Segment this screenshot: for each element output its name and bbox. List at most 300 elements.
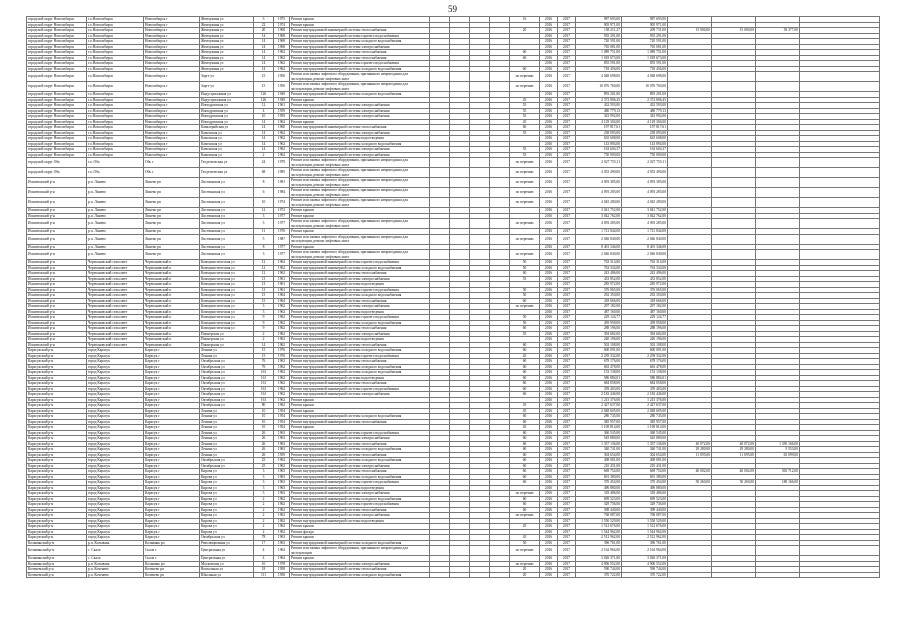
table-cell: 50 xyxy=(510,293,540,299)
table-cell: г.о.Новосибирск xyxy=(87,82,144,92)
table-cell: 678 176,00 xyxy=(622,359,668,365)
table-row xyxy=(27,198,880,208)
table-cell: 45 xyxy=(510,403,540,409)
table-cell: 1 550 529,00 xyxy=(576,518,622,524)
table-cell: 1962 xyxy=(274,392,290,398)
table-cell: 2016 xyxy=(540,337,558,343)
table-cell: Ремонт или замена лифтового оборудования, признанного непригодным для эксплуатации, ремонт лифтовых шахт xyxy=(290,198,430,208)
table-cell: город Карасук xyxy=(87,348,144,354)
table-cell: по перечню xyxy=(510,561,540,567)
table-cell: 2016 xyxy=(540,244,558,250)
table-cell: 50 xyxy=(510,315,540,321)
table-cell: Ремонт крыши xyxy=(290,524,430,530)
table-cell: городской округ Новосибирск xyxy=(27,103,87,109)
table-cell: 1958 xyxy=(274,572,290,578)
table-cell: 50 260,00 xyxy=(712,480,756,486)
table-cell: Карасукский р-н xyxy=(27,513,87,519)
table-cell: город Карасук xyxy=(87,513,144,519)
table-cell: 4 093 285,00 xyxy=(576,188,622,198)
table-cell xyxy=(800,178,880,188)
table-cell: 2017 xyxy=(558,276,576,282)
table-cell: Ремонт внутридомовой инженерной системы холодного водоснабжения xyxy=(290,92,430,98)
table-cell: Ремонт внутридомовой инженерной системы теплоснабжения xyxy=(290,125,430,131)
table-cell: 329 736,00 xyxy=(576,502,622,508)
table-cell xyxy=(712,250,756,260)
table-cell: 2017 xyxy=(558,491,576,497)
table-cell: 65 099,00 xyxy=(756,452,800,458)
table-cell: Искитимский р-н xyxy=(27,276,87,282)
table-cell: 3 xyxy=(254,250,274,260)
table-cell: 161 xyxy=(254,397,274,403)
table-cell: р.п. Колывань xyxy=(87,540,144,546)
table-cell: Ремонт внутридомовой инженерной системы электроснабжения xyxy=(290,147,430,153)
table-cell: 60 xyxy=(510,66,540,72)
table-cell: Ремонт крыши xyxy=(290,408,430,414)
table-cell: 1962 xyxy=(274,556,290,562)
table-cell: 50 260,00 xyxy=(668,480,712,486)
table-cell: Карасукский р-н xyxy=(27,524,87,530)
table-cell: Ремонт или замена лифтового оборудования, признанного непригодным для эксплуатации, ремонт лифтовых шахт xyxy=(290,178,430,188)
table-cell: 1962 xyxy=(274,152,290,158)
table-cell: 2017 xyxy=(558,293,576,299)
table-cell: Черепановский сельсовет xyxy=(87,342,144,348)
table-cell: 2017 xyxy=(558,33,576,39)
table-cell: 20 xyxy=(510,567,540,573)
table-cell xyxy=(470,219,490,229)
table-cell: Ремонт внутридомовой инженерной системы горячего водоснабжения xyxy=(290,287,430,293)
table-cell: по перечню xyxy=(510,546,540,556)
table-cell: 2016 xyxy=(540,436,558,442)
table-cell: Новосибирск г xyxy=(144,125,200,131)
table-cell: 12 xyxy=(254,208,274,214)
table-cell: 20 xyxy=(510,572,540,578)
table-cell: 14 xyxy=(254,55,274,61)
table-cell: по перечню xyxy=(510,491,540,497)
table-cell: 691 380,00 xyxy=(622,474,668,480)
table-cell: Искитимский р-н xyxy=(27,309,87,315)
table-cell xyxy=(668,546,712,556)
table-cell: город Карасук xyxy=(87,474,144,480)
table-cell: 2016 xyxy=(540,463,558,469)
table-cell: 45 xyxy=(510,353,540,359)
table-cell: 2 162 964,00 xyxy=(576,546,622,556)
table-cell: Жемчужная ул xyxy=(200,61,254,67)
table-cell: 2017 xyxy=(558,337,576,343)
table-cell: Карасук г xyxy=(144,408,200,414)
table-cell: Революционная ул xyxy=(200,540,254,546)
table-cell: 433 852,00 xyxy=(622,276,668,282)
table-cell: Черепановский сельсовет xyxy=(87,331,144,337)
table-cell: город Карасук xyxy=(87,408,144,414)
table-cell: Ремонт внутридомовой инженерной системы холодного водоснабжения xyxy=(290,458,430,464)
table-cell: 55 xyxy=(510,114,540,120)
table-cell: 480 779,13 xyxy=(576,108,622,114)
table-cell xyxy=(756,178,800,188)
table-cell: Коченевский р-н xyxy=(27,572,87,578)
table-cell: 763 314,00 xyxy=(622,260,668,266)
table-cell: Новосибирск г xyxy=(144,114,200,120)
table-cell: 2016 xyxy=(540,293,558,299)
table-cell: 229 124,77 xyxy=(622,315,668,321)
table-cell: городской округ Новосибирск xyxy=(27,114,87,120)
table-cell: 2017 xyxy=(558,147,576,153)
table-cell: 2017 xyxy=(558,463,576,469)
table-cell: Искитимский р-н xyxy=(27,188,87,198)
table-cell: 750 000,00 xyxy=(622,152,668,158)
table-cell: 15 xyxy=(254,72,274,82)
table-cell: город Карасук xyxy=(87,425,144,431)
table-cell xyxy=(430,546,450,556)
table-cell: 2017 xyxy=(558,320,576,326)
table-cell: 1954 xyxy=(274,408,290,414)
table-cell: городской округ Новосибирск xyxy=(27,44,87,50)
table-cell: 29 280,00 xyxy=(712,447,756,453)
table-cell: Карасук г xyxy=(144,447,200,453)
table-cell: по перечню xyxy=(510,198,540,208)
table-cell: 1963 xyxy=(274,474,290,480)
table-cell: 1962 xyxy=(274,136,290,142)
table-cell: 2017 xyxy=(558,188,576,198)
table-cell: 2017 xyxy=(558,282,576,288)
table-cell: Ремонт внутридомовой инженерной системы горячего водоснабжения xyxy=(290,61,430,67)
table-cell: 2016 xyxy=(540,381,558,387)
table-cell: 50 xyxy=(510,260,540,266)
table-cell: 376 065,00 xyxy=(576,287,622,293)
table-cell: 3 xyxy=(254,491,274,497)
table-cell: Центральная ул xyxy=(200,556,254,562)
table-cell: 2016 xyxy=(540,234,558,244)
table-cell xyxy=(668,250,712,260)
table-cell: Ремонт крыши xyxy=(290,208,430,214)
table-cell: Новосибирск г xyxy=(144,82,200,92)
table-cell: Черепановский п xyxy=(144,304,200,310)
table-cell: Коммунистическая ул xyxy=(200,287,254,293)
table-cell: 14 xyxy=(254,147,274,153)
table-cell: Черепановский сельсовет xyxy=(87,337,144,343)
table-cell xyxy=(470,158,490,168)
table-cell: 2 427 637,00 xyxy=(622,403,668,409)
table-cell: 433 852,00 xyxy=(576,276,622,282)
table-cell: 1 512 676,00 xyxy=(622,524,668,530)
table-cell: 1961 xyxy=(274,287,290,293)
table-cell: по перечню xyxy=(510,158,540,168)
table-cell: Ремонт крыши xyxy=(290,17,430,23)
table-cell: г.о. Обь xyxy=(87,168,144,178)
table-cell: 10 xyxy=(254,198,274,208)
table-cell: 2016 xyxy=(540,178,558,188)
table-cell: 229 124,77 xyxy=(576,315,622,321)
table-cell xyxy=(450,72,470,82)
table-cell: 545 880,00 xyxy=(622,436,668,442)
table-cell: 2017 xyxy=(558,425,576,431)
table-cell xyxy=(470,198,490,208)
table-cell: 763 334,00 xyxy=(576,265,622,271)
table-cell: 2016 xyxy=(540,370,558,376)
table-cell: 15 xyxy=(254,353,274,359)
table-cell: 360 545,00 xyxy=(622,430,668,436)
table-cell: 935 291,00 xyxy=(576,33,622,39)
table-cell xyxy=(450,188,470,198)
table-cell: 2017 xyxy=(558,119,576,125)
table-cell: 292 350,00 xyxy=(576,293,622,299)
table-cell: 2016 xyxy=(540,103,558,109)
table-cell: город Карасук xyxy=(87,386,144,392)
table-cell: 2016 xyxy=(540,392,558,398)
table-cell: 1950 xyxy=(274,82,290,92)
table-cell: 1968 xyxy=(274,28,290,34)
table-cell: городской округ Обь xyxy=(27,158,87,168)
table-cell: город Карасук xyxy=(87,447,144,453)
table-cell: 4 906 552,00 xyxy=(622,561,668,567)
table-cell: 2017 xyxy=(558,66,576,72)
table-cell: 10 xyxy=(254,414,274,420)
table-cell: 163 604,37 xyxy=(622,147,668,153)
table-cell: 2 xyxy=(254,524,274,530)
table-cell: 10 xyxy=(254,419,274,425)
table-cell xyxy=(490,250,510,260)
table-cell: Ремонт внутридомовой инженерной системы теплоснабжения xyxy=(290,419,430,425)
table-cell: Коммунистическая ул xyxy=(200,271,254,277)
table-cell: Карасукский р-н xyxy=(27,436,87,442)
table-cell: 1 350 166,00 xyxy=(756,441,800,447)
table-cell: 1 544 962,00 xyxy=(622,529,668,535)
table-cell: 76 xyxy=(254,359,274,365)
table-cell: Новосибирск г xyxy=(144,33,200,39)
table-cell: 340 741,00 xyxy=(622,447,668,453)
table-cell: Жемчужная ул xyxy=(200,55,254,61)
table-cell: Карасук г xyxy=(144,364,200,370)
table-cell: 600 091,00 xyxy=(622,348,668,354)
table-cell: 2017 xyxy=(558,152,576,158)
table-cell: р.п. Линево xyxy=(87,219,144,229)
table-cell: 10 xyxy=(254,561,274,567)
table-cell: 1976 xyxy=(274,348,290,354)
table-cell: г.о.Новосибирск xyxy=(87,28,144,34)
table-cell: 15 000,00 xyxy=(668,28,712,34)
table-cell: 2 xyxy=(254,513,274,519)
table-cell: Ремонт внутридомовой инженерной системы горячего водоснабжения xyxy=(290,260,430,266)
table-cell: Коченевский р-н xyxy=(27,567,87,573)
table-cell: Октябрьская ул xyxy=(200,375,254,381)
table-cell: 3 026 371,00 xyxy=(576,556,622,562)
table-cell: 2016 xyxy=(540,408,558,414)
table-cell: 1962 xyxy=(274,524,290,530)
table-cell: 893 201,00 xyxy=(576,92,622,98)
table-cell: Карасукский р-н xyxy=(27,403,87,409)
table-cell: Ремонт внутридомовой инженерной системы холодного водоснабжения xyxy=(290,39,430,45)
table-cell xyxy=(800,168,880,178)
table-cell: 60 xyxy=(510,348,540,354)
table-cell: 11 xyxy=(254,229,274,235)
table-cell: 2016 xyxy=(540,425,558,431)
table-cell: 238 093,00 xyxy=(576,130,622,136)
table-cell: Карасук г xyxy=(144,452,200,458)
table-cell: 1963 xyxy=(274,491,290,497)
table-cell: 161 xyxy=(254,392,274,398)
table-cell xyxy=(470,250,490,260)
table-cell: Кирова ул xyxy=(200,529,254,535)
table-cell: Вокзальная ул xyxy=(200,567,254,573)
table-cell xyxy=(800,546,880,556)
table-cell: 1962 xyxy=(274,304,290,310)
table-cell: 10 076 760,00 xyxy=(576,82,622,92)
table-cell: 2017 xyxy=(558,386,576,392)
table-cell: Кирова ул xyxy=(200,507,254,513)
table-cell: Ремонт внутридомовой инженерной системы холодного водоснабжения xyxy=(290,364,430,370)
table-cell: 1958 xyxy=(274,567,290,573)
table-cell xyxy=(490,198,510,208)
table-cell: Карасукский р-н xyxy=(27,348,87,354)
table-cell: 1 337 136,00 xyxy=(576,441,622,447)
table-cell: 1962 xyxy=(274,507,290,513)
table-cell: 586 884,01 xyxy=(622,375,668,381)
table-cell: 2 259 332,00 xyxy=(576,353,622,359)
table-cell: Новосибирск г xyxy=(144,108,200,114)
table-cell xyxy=(756,546,800,556)
table-cell xyxy=(712,178,756,188)
table-cell: Искитимский р-н xyxy=(27,244,87,250)
table-cell: 855 591,00 xyxy=(576,61,622,67)
table-cell: Ремонт внутридомовой инженерной системы горячего водоснабжения xyxy=(290,480,430,486)
table-cell: Новосибирск г xyxy=(144,130,200,136)
table-cell: 370 454,00 xyxy=(576,480,622,486)
table-cell xyxy=(450,234,470,244)
table-cell: 855 591,00 xyxy=(622,61,668,67)
table-cell: 343 992,00 xyxy=(622,114,668,120)
table-cell: Ремонт внутридомовой инженерной системы электроснабжения xyxy=(290,513,430,519)
table-cell: Ремонт внутридомовой инженерной системы холодного водоснабжения xyxy=(290,293,430,299)
table-cell: 197 817,61 xyxy=(622,125,668,131)
table-cell: 2016 xyxy=(540,441,558,447)
table-cell: 15 000,00 xyxy=(712,28,756,34)
table-cell: 243 496,00 xyxy=(576,271,622,277)
table-cell: 3 xyxy=(254,480,274,486)
table-cell: Ремонт или замена лифтового оборудования, признанного непригодным для эксплуатации xyxy=(290,546,430,556)
table-cell: Карасук г xyxy=(144,392,200,398)
table-cell: Колыванский р-н xyxy=(27,540,87,546)
table-cell: 1962 xyxy=(274,130,290,136)
table-cell: 60 xyxy=(510,375,540,381)
table-cell: Ремонт внутридомовой инженерной системы холодного водоснабжения xyxy=(290,414,430,420)
table-cell: 14 xyxy=(254,50,274,56)
table-cell: 2017 xyxy=(558,72,576,82)
table-cell: 12 xyxy=(254,260,274,266)
table-cell xyxy=(668,234,712,244)
table-cell: Линево рп xyxy=(144,213,200,219)
table-cell: город Карасук xyxy=(87,469,144,475)
table-cell: 2017 xyxy=(558,304,576,310)
table-cell: Карасук г xyxy=(144,414,200,420)
table-cell: 25 xyxy=(254,458,274,464)
table-cell: 2 512 962,00 xyxy=(622,535,668,541)
table-cell: 1 512 676,00 xyxy=(576,524,622,530)
table-cell: 370 722,00 xyxy=(576,572,622,578)
table-cell: 2017 xyxy=(558,17,576,23)
table-cell: 60 xyxy=(510,125,540,131)
table-cell: 2016 xyxy=(540,17,558,23)
table-cell: 2017 xyxy=(558,348,576,354)
table-cell: 2016 xyxy=(540,359,558,365)
table-cell: Черепановский сельсовет xyxy=(87,265,144,271)
table-cell: 545 880,00 xyxy=(576,436,622,442)
table-cell: Линево рп xyxy=(144,188,200,198)
table-cell: Ремонт внутридомовой инженерной системы холодного водоснабжения xyxy=(290,540,430,546)
table-cell xyxy=(800,158,880,168)
table-cell: 2017 xyxy=(558,82,576,92)
table-cell: 935 291,00 xyxy=(622,33,668,39)
table-cell: Новосибирск г xyxy=(144,44,200,50)
table-cell: 2 xyxy=(254,331,274,337)
table-cell: 1954 xyxy=(274,425,290,431)
table-cell: город Карасук xyxy=(87,375,144,381)
table-cell: Карасук г xyxy=(144,480,200,486)
table-cell: 1962 xyxy=(274,141,290,147)
table-cell: Искитимский р-н xyxy=(27,178,87,188)
table-cell xyxy=(490,82,510,92)
table-cell: городской округ Новосибирск xyxy=(27,108,87,114)
table-cell: 2017 xyxy=(558,364,576,370)
table-cell: 432 593,00 xyxy=(622,103,668,109)
table-cell xyxy=(756,72,800,82)
table-cell: Искитимский р-н xyxy=(27,213,87,219)
table-cell: Ремонт внутридомовой инженерной системы теплоснабжения xyxy=(290,326,430,332)
table-cell: 2 162 964,00 xyxy=(622,546,668,556)
table-cell: 3 xyxy=(254,219,274,229)
table-cell: Пионерская ул xyxy=(200,331,254,337)
table-cell: Коммунистическая ул xyxy=(200,276,254,282)
table-cell: 161 xyxy=(254,386,274,392)
table-cell: 2016 xyxy=(540,119,558,125)
table-cell: 2016 xyxy=(540,320,558,326)
table-cell: Ремонт крыши xyxy=(290,403,430,409)
table-cell: 635 608,00 xyxy=(622,136,668,142)
table-cell: Каменская ул xyxy=(200,130,254,136)
table-cell: 2 259 332,00 xyxy=(622,353,668,359)
table-cell: 2016 xyxy=(540,276,558,282)
table-cell: 2016 xyxy=(540,125,558,131)
table-cell xyxy=(430,168,450,178)
table-cell: Черепановский сельсовет xyxy=(87,326,144,332)
table-cell: 2017 xyxy=(558,540,576,546)
table-cell: Линево рп xyxy=(144,178,200,188)
table-cell: 285 972,00 xyxy=(622,282,668,288)
table-cell: Карасукский р-н xyxy=(27,463,87,469)
table-cell: 1 169 814,00 xyxy=(622,425,668,431)
table-cell: 2016 xyxy=(540,430,558,436)
table-cell xyxy=(490,158,510,168)
table-cell: 4 xyxy=(254,546,274,556)
table-cell: Карасукский р-н xyxy=(27,447,87,453)
table-cell: 2016 xyxy=(540,315,558,321)
table-cell: 1962 xyxy=(274,331,290,337)
table-cell: г.о.Новосибирск xyxy=(87,61,144,67)
table-cell: 2016 xyxy=(540,61,558,67)
table-cell: Кирова ул xyxy=(200,496,254,502)
table-cell: городской округ Обь xyxy=(27,168,87,178)
table-cell: 496 880,00 xyxy=(622,485,668,491)
table-cell: Искитимский р-н xyxy=(27,315,87,321)
table-cell: 4 048 698,00 xyxy=(576,72,622,82)
table-cell: Новосибирск г xyxy=(144,39,200,45)
table-cell: 13 xyxy=(254,276,274,282)
table-cell: г.о.Новосибирск xyxy=(87,17,144,23)
table-cell: Колывань рп xyxy=(144,540,200,546)
table-cell: 496 880,00 xyxy=(576,485,622,491)
table-cell: 1962 xyxy=(274,271,290,277)
table-cell: 2016 xyxy=(540,535,558,541)
table-cell: 4 093 285,00 xyxy=(622,219,668,229)
table-cell: Новосибирск г xyxy=(144,66,200,72)
